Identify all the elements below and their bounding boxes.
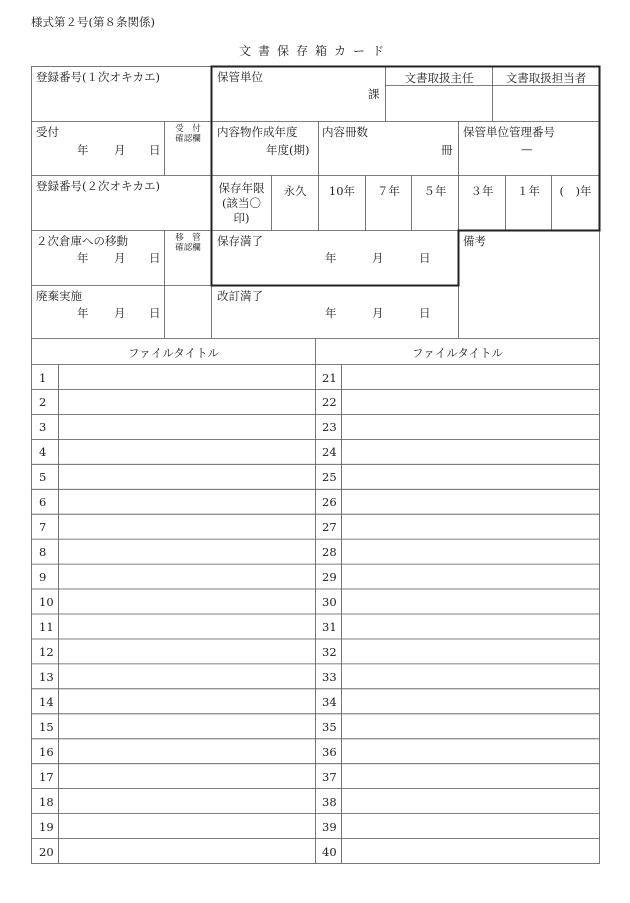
retention-option-5y: ５年 xyxy=(423,184,447,198)
file-row-number: 31 xyxy=(322,620,337,634)
file-row-number: 29 xyxy=(322,570,337,585)
disposal-label: 廃棄実施 xyxy=(36,289,82,303)
move-date-month: 月 xyxy=(114,251,126,265)
file-row-number: 39 xyxy=(322,819,337,834)
remarks-label: 備考 xyxy=(463,234,486,248)
file-row-number: 3 xyxy=(39,420,47,435)
file-row-number: 13 xyxy=(39,669,54,684)
file-row-number: 11 xyxy=(39,620,54,634)
volume-unit: 冊 xyxy=(441,143,453,157)
doc-chief-label: 文書取扱主任 xyxy=(404,71,474,85)
retention-expiry-label: 保存満了 xyxy=(217,234,263,248)
file-row-number: 21 xyxy=(322,370,337,385)
move-secondary-label: ２次倉庫への移動 xyxy=(36,234,128,248)
content-year-label: 内容物作成年度 xyxy=(217,125,298,139)
file-row-number: 1 xyxy=(39,370,47,385)
file-row-number: 10 xyxy=(39,595,54,609)
retention-option-3y: ３年 xyxy=(470,184,494,198)
file-row-number: 22 xyxy=(322,395,337,410)
file-row-number: 14 xyxy=(39,694,54,709)
form-number-label: 様式第２号(第８条関係) xyxy=(31,15,155,29)
custody-mgmt-no-label: 保管単位管理番号 xyxy=(463,125,555,139)
file-row-number: 34 xyxy=(322,694,337,709)
expiry-date-day: 日 xyxy=(419,251,431,265)
move-date-day: 日 xyxy=(149,251,161,265)
file-row-number: 5 xyxy=(39,470,47,485)
file-title-header-left: ファイルタイトル xyxy=(127,346,220,360)
file-row-number: 7 xyxy=(39,520,47,535)
move-date-year: 年 xyxy=(77,251,89,265)
file-row-number: 9 xyxy=(39,570,47,585)
retention-option-1y: １年 xyxy=(517,184,540,198)
reg-no-1-label: 登録番号(１次オキカエ) xyxy=(36,70,160,84)
file-row-number: 35 xyxy=(322,719,337,734)
disposal-date-year: 年 xyxy=(77,306,89,320)
file-row-number: 26 xyxy=(322,495,337,510)
revision-date-month: 月 xyxy=(372,306,384,320)
retention-period-label: 保存年限 (該当〇 印) xyxy=(218,181,265,225)
received-label: 受付 xyxy=(36,125,59,139)
file-row-number: 32 xyxy=(322,645,337,659)
file-row-number: 33 xyxy=(322,669,337,684)
file-row-number: 28 xyxy=(322,545,337,560)
file-row-number: 40 xyxy=(322,844,337,859)
revision-date-day: 日 xyxy=(419,306,431,320)
content-count-label: 内容冊数 xyxy=(322,125,368,139)
fiscal-period-label: 年度(期) xyxy=(266,143,310,157)
revision-date-year: 年 xyxy=(325,306,337,320)
file-row-number: 27 xyxy=(322,520,337,535)
file-row-number: 38 xyxy=(322,794,337,809)
received-check-label: 受 付 確認欄 xyxy=(175,124,201,144)
file-row-number: 16 xyxy=(39,744,54,759)
file-row-number: 17 xyxy=(39,769,54,784)
file-row-number: 8 xyxy=(39,545,47,560)
disposal-date-day: 日 xyxy=(149,306,161,320)
file-row-number: 15 xyxy=(39,719,54,734)
file-row-number: 20 xyxy=(39,844,54,859)
retention-option-10y: 10年 xyxy=(328,184,356,198)
expiry-date-year: 年 xyxy=(325,251,337,265)
section-suffix: 課 xyxy=(368,87,380,101)
file-row-number: 18 xyxy=(39,794,54,809)
move-check-label: 移 管 確認欄 xyxy=(175,233,201,253)
retention-option-permanent: 永久 xyxy=(283,184,307,198)
doc-handler-label: 文書取扱担当者 xyxy=(505,71,587,85)
received-date-year: 年 xyxy=(77,143,89,157)
file-row-number: 19 xyxy=(39,819,54,834)
disposal-date-month: 月 xyxy=(114,306,126,320)
file-row-number: 6 xyxy=(39,495,47,510)
file-title-header-right: ファイルタイトル xyxy=(411,346,504,360)
revision-expiry-label: 改訂満了 xyxy=(217,289,263,303)
retention-option-7y: ７年 xyxy=(377,184,400,198)
received-date-day: 日 xyxy=(149,143,161,157)
file-row-number: 30 xyxy=(322,595,337,609)
file-row-number: 36 xyxy=(322,744,337,759)
expiry-date-month: 月 xyxy=(372,251,384,265)
file-row-number: 4 xyxy=(39,445,47,460)
custody-unit-label: 保管単位 xyxy=(217,70,263,84)
file-row-number: 23 xyxy=(322,420,337,435)
custody-block-outline xyxy=(212,67,600,286)
file-row-number: 24 xyxy=(322,445,337,460)
file-row-number: 25 xyxy=(322,470,337,485)
reg-no-2-label: 登録番号(２次オキカエ) xyxy=(36,179,160,193)
mgmt-no-dash: — xyxy=(521,142,533,156)
page-title: 文書保存箱カード xyxy=(238,44,391,58)
file-row-number: 2 xyxy=(39,395,47,410)
file-row-number: 37 xyxy=(322,769,337,784)
file-row-number: 12 xyxy=(39,645,54,659)
received-date-month: 月 xyxy=(114,143,126,157)
retention-option-custom: ( )年 xyxy=(559,184,592,198)
